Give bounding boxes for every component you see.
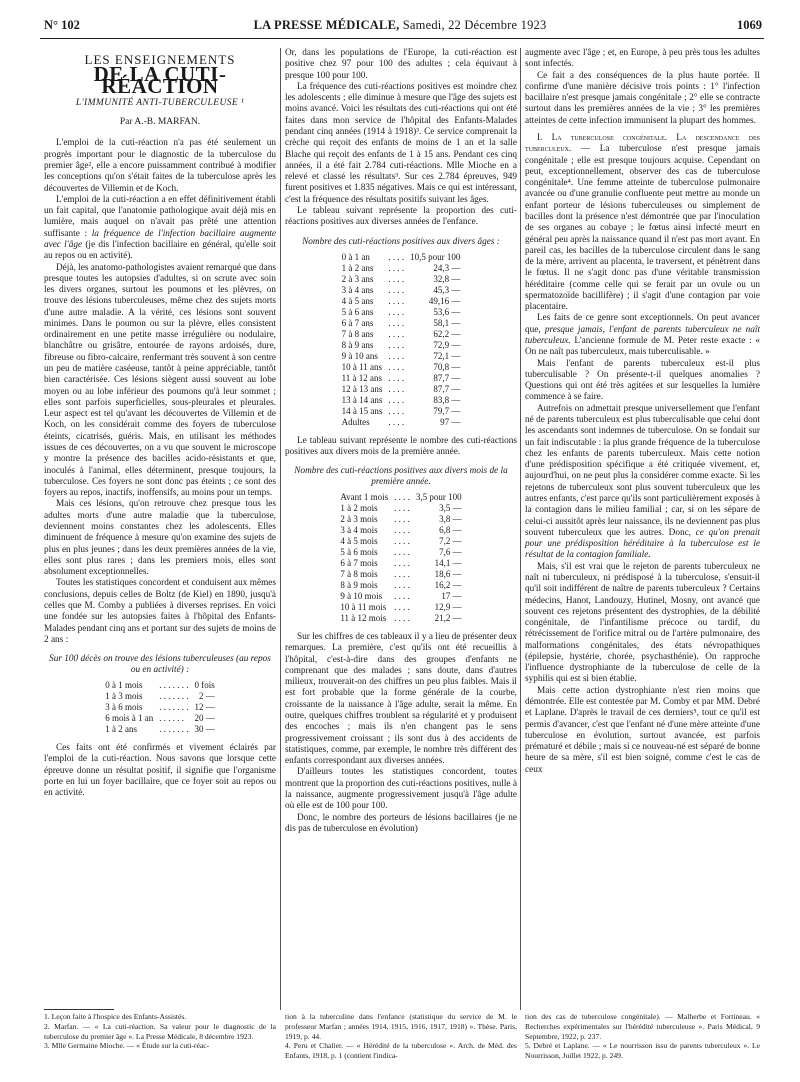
paragraph [44, 195, 276, 263]
paragraph-text: L'emploi de la cuti-réaction a en effet définitivement établi un fait capital, que l'anatomie pathologique avait déjà mis en lumière, mais auquel on n'avait pas prêté une attention suffisante : [44, 194, 276, 239]
value-cell: 24,3 — [433, 262, 461, 273]
age-cell: 13 à 14 ans [341, 394, 383, 405]
age-cell: 7 à 8 ans [341, 328, 374, 339]
paragraph [525, 313, 760, 358]
issue-date: Samedi, 22 Décembre 1923 [402, 18, 547, 32]
table-row: 14 à 15 ans . . . . 79,7 — [339, 406, 464, 417]
article-kicker: LES ENSEIGNEMENTS [84, 52, 236, 67]
table-row: 8 à 9 ans . . . . 72,9 — [339, 340, 464, 351]
table-caption: Nombre des cuti-réactions positives aux divers mois de la première année. [294, 466, 508, 488]
column-1 [44, 48, 276, 799]
age-cell: Avant 1 mois [340, 492, 389, 503]
table-row: 1 à 2 ans . . . . 24,3 — [339, 263, 464, 274]
age-cell: 3 à 4 ans [341, 284, 374, 295]
table-row: 13 à 14 ans . . . . 83,8 — [339, 395, 464, 406]
table-row: 1 à 3 mois . . . . . . . 2 — [102, 691, 218, 702]
paragraph: La fréquence des cuti-réactions positives est moindre chez les adolescents ; elle diminue à mesure que l'âge des sujets est moins avancé. Voici les résultats des cuti-réactions qui ont été faites dans mon service de l'hôpital des Enfants-Malades pendant cinq années (1914 à 1918)³. Ce service comprenait la crèche qui reçoit des enfants de moins de 1 an et la salle Blache qui reçoit des enfants de 1 à 15 ans. Pendant ces cinq années, il a été fait 2.784 cuti-réactions. Mlle Mioche en a relevé et classé les résultats³. Sur ces 2.784 épreuves, 949 furent positives et 1.835 négatives. Mais ce qui est intéressant, c'est la fréquence des résultats positifs suivant les âges. [285, 81, 517, 205]
footnote-continued: tion des cas de tuberculose congénitale). — Malherbe et Fortineau. « Recherches expérimentales sur l'hérédité tuberculeuse ». Paris Médical, 9 Septembre, 1922, p. 237. [525, 1012, 760, 1041]
table-row: 3 à 4 ans . . . . 45,3 — [339, 285, 464, 296]
paragraph: Sur les chiffres de ces tableaux il y a lieu de présenter deux remarques. La première, c'est qu'ils ont été recueillis à l'hôpital, c'est-à-dire dans des groupes d'enfants ne comprenant que des malades ; sans doute, dans d'autres milieux, trouverait-on des chiffres un peu plus faibles. Mais il est fort probable que la forme générale de la courbe, croissante de la naissance à l'âge adulte, serait la même. En outre, quelques chiffres troublent sa régularité et y produisent des encoches ; mais ils n'en changent pas le sens progressivement croissant ; ils sont dus à des accidents de statistiques, comme, par exemple, le nombre très différent des enfants correspondant aux diverses années. [285, 632, 517, 767]
table-row: 8 à 9 mois . . . . 16,2 — [337, 580, 464, 591]
paragraph: Déjà, les anatomo-pathologistes avaient remarqué que dans presque toutes les autopsies d'adultes, si on scrute avec soin les divers organes, surtout les poumons et les plèvres, on trouve des lésions tuberculeuses, même chez des sujets morts d'une autre maladie. A la vérité, ces lésions sont souvent minimes. Dans le poumon ou sur la plèvre, elles consistent ordinairement en une petite masse irrégulière ou nodulaire, blanchâtre ou grisâtre, entourée de rayons ardoisés, dure, fibreuse ou fibro-calcaire, renfermant très souvent à son centre un peu de matière caséeuse, tantôt à peine appréciable, tantôt bien caractérisée. Ces lésions siègent aussi souvent au lobe moyen ou au lobe inférieur des poumons qu'à leur sommet ; elles sont parfois superficielles, sous-pleurales et pleurales. Leur aspect est tel qu'avant les découvertes de Villemin et de Koch, on les considérait comme des foyers de tuberculose éteints, cicatrisés, guéris. Mais, en utilisant les méthodes issues de ces découvertes, on a vu que souvent le microscope y montre la présence des bacilles acido-résistants et que, inoculés à l'animal, elles déterminent, presque toujours, la tuberculose. Ces foyers ne sont donc pas éteints ; ce sont des foyers au repos, inactifs, inoffensifs, au moins pour un temps. [44, 262, 276, 499]
age-cell: 12 à 13 ans [341, 383, 383, 394]
table-row: 4 à 5 mois . . . . 7,2 — [337, 536, 464, 547]
value-cell: 0 fois [194, 680, 215, 691]
age-cell: 4 à 5 ans [341, 295, 374, 306]
article-heading [44, 54, 276, 128]
value-cell: 72,9 — [433, 339, 461, 350]
footnotes-col2 [285, 1012, 517, 1061]
article-title: DE LA CUTI-RÉACTION [93, 62, 227, 98]
value-cell: 83,8 — [433, 394, 461, 405]
table-row: 9 à 10 ans . . . . 72,1 — [339, 351, 464, 362]
paragraph: Le tableau suivant représente le nombre des cuti-réactions positives aux divers mois de la première année. [285, 435, 517, 457]
column-2 [285, 48, 517, 835]
value-cell: 2 — [199, 691, 215, 702]
value-cell: 6,8 — [439, 525, 462, 536]
value-cell: 70,8 — [433, 361, 461, 372]
value-cell: 17 — [441, 591, 462, 602]
value-cell: 12,9 — [434, 602, 462, 613]
age-cell: 8 à 9 mois [340, 580, 378, 591]
age-cell: 1 à 3 mois [105, 691, 143, 702]
age-cell: 2 à 3 ans [341, 273, 374, 284]
table-row: 6 mois à 1 an . . . . . . 20 — [102, 713, 218, 724]
autopsy-table [102, 680, 218, 735]
value-cell: 20 — [194, 713, 215, 724]
table-row: 10 à 11 mois . . . . 12,9 — [337, 602, 464, 613]
paragraph: Le tableau suivant représente la proportion des cuti-réactions positives aux diverses années de l'enfance. [285, 205, 517, 228]
table-row: 7 à 8 ans . . . . 62,2 — [339, 329, 464, 340]
paragraph: Toutes les statistiques concordent et conduisent aux mêmes conclusions, depuis celles de Boltz (de Kiel) en 1890, jusqu'à celles que M. Comby a publiées à diverses reprises. En voici une fondée sur les autopsies faites à l'hôpital des Enfants-Malades pendant cinq ans et portant sur des sujets de moins de 2 ans : [44, 578, 276, 645]
footnotes-col3 [525, 1012, 760, 1061]
value-cell: 87,7 — [433, 372, 461, 383]
footnotes-col1 [44, 1012, 276, 1051]
column-3 [525, 48, 760, 776]
paragraph-text: L'ancienne formule de M. Peter reste exacte : « On ne naît pas tuberculeux, mais tuberculisable. » [525, 336, 761, 358]
emphasis-text: ce qu'on prenait pour une prédisposition héréditaire à la tuberculose est le résultat de la contagion familiale. [525, 527, 760, 561]
table-row: 6 à 7 ans . . . . 58,1 — [339, 318, 464, 329]
table-row: 12 à 13 ans . . . . 87,7 — [339, 384, 464, 395]
table-row: 3 à 6 mois . . . . . . . 12 — [102, 702, 218, 713]
paragraph [525, 133, 760, 314]
table-row: Avant 1 mois . . . . 3,5 pour 100 [337, 492, 464, 503]
age-cell: 0 à 1 mois [105, 680, 143, 691]
table-caption: Sur 100 décès on trouve des lésions tuberculeuses (au repos ou en activité) : [49, 654, 271, 676]
footnote-rule [44, 1009, 114, 1010]
age-cell: 6 mois à 1 an [105, 713, 154, 724]
footnote: 5. Debré et Laplane. — « Le nourrisson issu de parents tuberculeux ». Le Nourrisson, Juillet 1922, p. 249. [525, 1041, 760, 1061]
paragraph: augmente avec l'âge ; et, en Europe, à peu près tous les adultes sont infectés. [525, 48, 760, 70]
journal-name: LA PRESSE MÉDICALE, [253, 18, 400, 32]
paragraph: Mais cette action dystrophiante n'est rien moins que démontrée. Elle est contestée par M. Comby et par MM. Debré et Laplane. D'après le travail de ces derniers⁵, tout ce qu'il est permis d'avancer, c'est que l'enfant né d'une mère atteinte d'une tuberculose en évolution, surtout avancée, est parfois prématuré et débile ; mais si ce nouveau-né est séparé de bonne heure de sa mère, s'il est bien soigné, comme c'est le cas de ceux [525, 685, 761, 775]
paragraph: D'ailleurs toutes les statistiques concordent, toutes montrent que la proportion des cuti-réactions positives, nulle à la naissance, augmente progressivement jusqu'à l'âge adulte où elle est de 100 pour 100. [285, 767, 517, 812]
page-number: 1069 [737, 18, 762, 32]
age-cell: 11 à 12 ans [341, 372, 383, 383]
paragraph: Or, dans les populations de l'Europe, la cuti-réaction est positive chez 97 pour 100 des adultes ; cela équivaut à presque 100 pour 100. [285, 48, 517, 81]
footnote: 4. Peru et Chalier. — « Hérédité de la tuberculose ». Arch. de Méd. des Enfants, 1918, p. 1 (contient l'indica- [285, 1041, 517, 1061]
footnote: 3. Mlle Germaine Mioche. — « Étude sur la cuti-réac- [44, 1041, 210, 1051]
paragraph: Donc, le nombre des porteurs de lésions bacillaires (je ne dis pas de tuberculose en évolution) [285, 812, 517, 834]
footnote: 1. Leçon faite à l'hospice des Enfants-Assistés. [44, 1012, 187, 1021]
age-cell: 1 à 2 ans [105, 724, 137, 735]
table-row: 1 à 2 ans . . . . . . . 30 — [102, 724, 218, 735]
table-row: 11 à 12 mois . . . . 21,2 — [337, 613, 464, 624]
age-cell: 0 à 1 an [341, 251, 370, 262]
value-cell: 10,5 pour 100 [410, 251, 461, 262]
footnote: 2. Marfan. — « La cuti-réaction. Sa valeur pour le diagnostic de la tuberculose du premier âge ». La Presse Médicale, 8 décembre 1923. [44, 1021, 276, 1041]
value-cell: 45,3 — [433, 284, 461, 295]
paragraph-text: Autrefois on admettait presque universellement que l'enfant né de parents tuberculeux est plus tuberculisable que celui dont les ascendants sont indemnes de tuberculose. On se fondait sur un fait indiscutable : la plus grande fréquence de la tuberculose chez les enfants de parents tuberculeux. Mais cette notion d'une prédisposition spécifique a été critiquée vivement, et, aujourd'hui, on ne peut plus la considérer comme exacte. Si les rejetons de tuberculeux sont plus souvent tuberculeux que les autres enfants, c'est parce qu'ils sont particulièrement exposés à la contagion dans le milieu familial ; car, si on les sépare de celui-ci aussitôt après leur naissance, ils ne deviennent pas plus souvent tuberculeux que les autres. Donc, [525, 403, 760, 538]
value-cell: 58,1 — [433, 317, 461, 328]
age-table [339, 252, 464, 428]
value-cell: 3,5 — [439, 503, 462, 514]
value-cell: 3,8 — [439, 514, 462, 525]
table-row: 6 à 7 mois . . . . 14,1 — [337, 558, 464, 569]
paragraph: Mais, s'il est vrai que le rejeton de parents tuberculeux ne naît ni tuberculeux, ni prédisposé à la tuberculose, s'ensuit-il qu'il soit indifférent de naître de parents tuberculeux ? Certains médecins, Hanot, Landouzy, Hutinel, Mosny, ont avancé que souvent ces rejetons présentent des dystrophies, de la débilité congénitale, de l'infantilisme précoce ou tardif, du rétrécissement de l'orifice mitral ou de l'artère pulmonaire, des malformations congénitales, des états névropathiques (épilepsie, hystérie, chorée, psychasthénie). On rapproche l'influence dystrophiante de la tuberculose de celle de la syphilis qui est si bien établie. [525, 561, 760, 685]
age-cell: 5 à 6 mois [340, 547, 378, 558]
age-cell: 4 à 5 mois [340, 536, 378, 547]
paragraph: Mais l'enfant de parents tuberculeux est-il plus tuberculisable ? On présente-t-il quelques anomalies ? Questions qui ont été très agitées et sur lesquelles la lumière commence à se faire. [525, 358, 760, 403]
section-heading: I. La tuberculose congénitale. La descendance des tuberculeux. [525, 132, 760, 155]
value-cell: 79,7 — [433, 405, 461, 416]
table-row: 11 à 12 ans . . . . 87,7 — [339, 373, 464, 384]
value-cell: 53,6 — [433, 306, 461, 317]
age-cell: 9 à 10 ans [341, 350, 378, 361]
table-row: 4 à 5 ans . . . . 49,16 — [339, 296, 464, 307]
page-header [38, 16, 762, 38]
age-cell: 9 à 10 mois [340, 591, 383, 602]
emphasis-text: presque jamais, l'enfant de parents tuberculeux ne naît tuberculeux. [525, 324, 761, 347]
paragraph [525, 404, 760, 562]
table-row: 9 à 10 mois . . . . 17 — [337, 591, 464, 602]
table-row: 1 à 2 mois . . . . 3,5 — [337, 503, 464, 514]
article-author: Par A.-B. MARFAN. [119, 117, 201, 128]
value-cell: 32,8 — [433, 273, 461, 284]
paragraph: Mais ces lésions, qu'on retrouve chez presque tous les adultes morts d'une autre maladie que la tuberculose, deviennent moins constantes chez les adolescents. Elles diminuent de fréquence à mesure qu'on examine des sujets de plus en plus jeunes ; dans les deux premières années de la vie, elles sont plus rares ; dans les premiers mois, elles sont absolument exceptionnelles. [44, 499, 276, 578]
header-rule [40, 38, 764, 39]
table-row: 2 à 3 ans . . . . 32,8 — [339, 274, 464, 285]
value-cell: 49,16 — [428, 295, 461, 306]
age-cell: 1 à 2 mois [340, 503, 378, 514]
value-cell: 7,2 — [439, 536, 462, 547]
paragraph-text: (je dis l'infection bacillaire en général, qu'elle soit au repos ou en activité). [44, 239, 276, 262]
month-table [337, 492, 464, 624]
table-caption: Nombre des cuti-réactions positives aux divers âges : [302, 236, 500, 247]
footnote-continued: tion à la tuberculine dans l'enfance (statistique du service de M. le professeur Marfan ; années 1914, 1915, 1916, 1917, 1918) ». Thèse. Paris, 1919, p. 44. [285, 1012, 517, 1041]
age-cell: 6 à 7 ans [341, 317, 374, 328]
age-cell: 6 à 7 mois [340, 558, 378, 569]
value-cell: 87,7 — [433, 383, 461, 394]
value-cell: 14,1 — [434, 558, 462, 569]
paragraph-text: — La tuberculose n'est presque jamais congénitale ; elle est presque toujours acquise. Cependant on peut, exceptionnellement, observer des cas de tuberculose congénitale⁴. Une femme atteinte de tuberculose pulmonaire avancée ou d'une granulie confluente peut mettre au monde un enfant porteur de lésions tuberculeuses ou simplement de bacilles dont la présence n'est démontrée que par l'inoculation de ses organes au cobaye ; le fœtus ainsi infecté meurt en général peu après la naissance quand il n'est pas mort avant. En pareil cas, les bacilles de la tuberculose circulent dans le sang de la mère, arrivent au placenta, le traversent, et pénètrent dans le fœtus. Il ne s'agit donc pas d'une véritable transmission héréditaire (comme celle qui se ferait par un ovule ou un spermatozoïde bacillifère) ; il s'agit d'une contagion par voie placentaire. [525, 144, 760, 313]
table-row: 0 à 1 an . . . . 10,5 pour 100 [339, 252, 464, 263]
paragraph: L'emploi de la cuti-réaction n'a pas été seulement un progrès important pour le diagnostic de la tuberculose du premier âge², elle a encore puissamment contribué à modifier les conceptions qu'on s'était faites de la tuberculose après les découvertes de Villemin et de Koch. [44, 138, 276, 194]
table-row: 2 à 3 mois . . . . 3,8 — [337, 514, 464, 525]
value-cell: 7,6 — [439, 547, 462, 558]
age-cell: 2 à 3 mois [340, 514, 378, 525]
value-cell: 18,6 — [434, 569, 462, 580]
age-cell: 10 à 11 ans [341, 361, 383, 372]
value-cell: 3,5 pour 100 [415, 492, 462, 503]
table-row: Adultes . . . . 97 — [339, 417, 464, 428]
age-cell: 1 à 2 ans [341, 262, 374, 273]
age-cell: 7 à 8 mois [340, 569, 378, 580]
value-cell: 97 — [440, 416, 461, 427]
age-cell: 11 à 12 mois [340, 613, 387, 624]
emphasis-text: la fréquence de l'infection bacillaire augmente avec l'âge [44, 228, 277, 250]
table-row: 3 à 4 mois . . . . 6,8 — [337, 525, 464, 536]
issue-number: N° 102 [44, 18, 80, 32]
table-row: 7 à 8 mois . . . . 18,6 — [337, 569, 464, 580]
age-cell: 14 à 15 ans [341, 405, 383, 416]
age-cell: 8 à 9 ans [341, 339, 374, 350]
value-cell: 30 — [194, 724, 215, 735]
table-row: 0 à 1 mois . . . . . . . 0 fois [102, 680, 218, 691]
value-cell: 72,1 — [433, 350, 461, 361]
table-row: 5 à 6 mois . . . . 7,6 — [337, 547, 464, 558]
age-cell: 10 à 11 mois [340, 602, 387, 613]
article-subtitle: L'IMMUNITÉ ANTI-TUBERCULEUSE ¹ [75, 97, 245, 108]
table-row: 5 à 6 ans . . . . 53,6 — [339, 307, 464, 318]
column-divider [280, 48, 281, 1010]
masthead [38, 18, 762, 33]
value-cell: 16,2 — [434, 580, 462, 591]
age-cell: 3 à 6 mois [105, 702, 143, 713]
value-cell: 12 — [194, 702, 215, 713]
age-cell: 5 à 6 ans [341, 306, 374, 317]
age-cell: Adultes [341, 416, 370, 427]
paragraph: Ces faits ont été confirmés et vivement éclairés par l'emploi de la cuti-réaction. Nous savons que lorsque cette épreuve donne un résultat positif, il signifie que l'organisme porte en lui un foyer bacillaire, que ce foyer soit au repos ou en activité. [44, 743, 276, 799]
paragraph-text: Les faits de ce genre sont exceptionnels. On peut avancer que, [525, 313, 760, 335]
value-cell: 62,2 — [433, 328, 461, 339]
value-cell: 21,2 — [434, 613, 462, 624]
paragraph: Ce fait a des conséquences de la plus haute portée. Il confirme d'une manière décisive trois points : 1° l'infection bacillaire n'est presque jamais congénitale ; 2° elle se contracte surtout dans les premières années de la vie ; 3° les premières atteintes de cette infection immunisent la plupart des hommes. [525, 70, 760, 126]
table-row: 10 à 11 ans . . . . 70,8 — [339, 362, 464, 373]
column-divider [520, 48, 521, 1010]
age-cell: 3 à 4 mois [340, 525, 378, 536]
